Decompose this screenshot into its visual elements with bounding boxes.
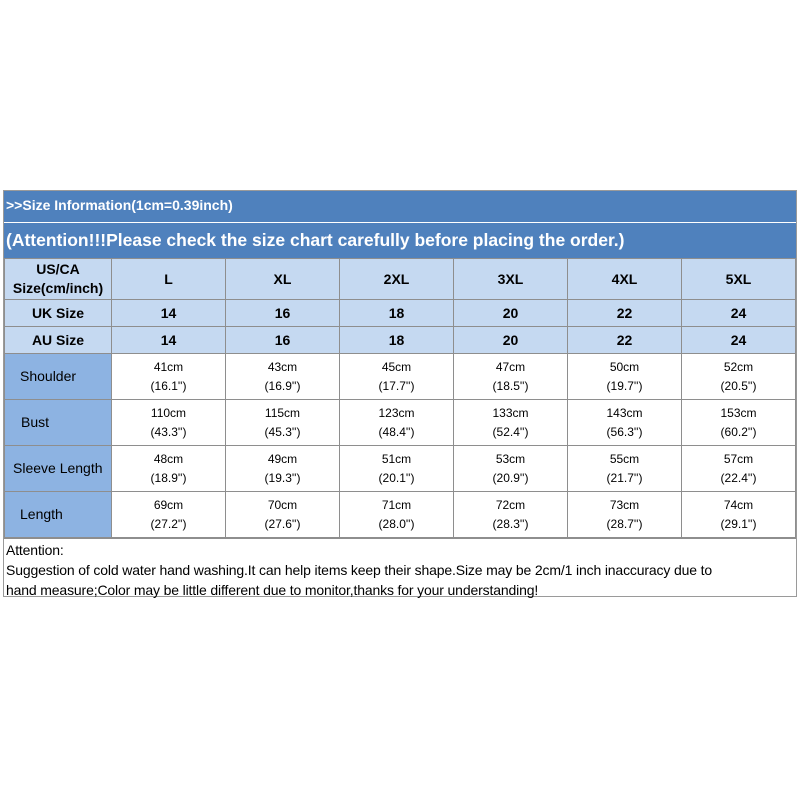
inch-value: (19.7'') bbox=[606, 378, 643, 393]
cm-value: 57cm bbox=[723, 451, 754, 466]
cm-value: 45cm bbox=[381, 359, 412, 374]
au-size-cell: 20 bbox=[454, 327, 568, 354]
cm-value: 53cm bbox=[495, 451, 526, 466]
attention-banner: (Attention!!!Please check the size chart carefully before placing the order.) bbox=[4, 223, 796, 258]
cm-value: 74cm bbox=[723, 497, 754, 512]
cm-value: 50cm bbox=[609, 359, 640, 374]
inch-value: (27.6'') bbox=[264, 516, 301, 531]
cm-value: 55cm bbox=[609, 451, 640, 466]
cm-value: 49cm bbox=[267, 451, 298, 466]
cm-value: 123cm bbox=[378, 405, 415, 420]
cm-value: 143cm bbox=[606, 405, 643, 420]
measure-cell bbox=[340, 354, 454, 400]
au-size-cell: 16 bbox=[226, 327, 340, 354]
measure-cell bbox=[112, 492, 226, 538]
unit-label: Size(cm/inch) bbox=[12, 280, 104, 296]
uk-size-cell: 24 bbox=[682, 300, 796, 327]
measure-cell bbox=[454, 492, 568, 538]
measure-cell bbox=[454, 446, 568, 492]
inch-value: (21.7'') bbox=[606, 470, 643, 485]
attention-notes bbox=[4, 538, 796, 596]
size-cell: 5XL bbox=[682, 259, 796, 300]
inch-value: (28.0'') bbox=[378, 516, 415, 531]
measure-cell bbox=[682, 400, 796, 446]
cm-value: 133cm bbox=[492, 405, 529, 420]
inch-value: (45.3'') bbox=[264, 424, 301, 439]
inch-value: (20.9'') bbox=[492, 470, 529, 485]
measure-cell bbox=[682, 354, 796, 400]
measure-cell bbox=[454, 400, 568, 446]
notes-heading: Attention: bbox=[6, 542, 64, 558]
measure-cell bbox=[568, 400, 682, 446]
au-size-cell: 24 bbox=[682, 327, 796, 354]
size-chart bbox=[3, 190, 797, 597]
uk-size-cell: 14 bbox=[112, 300, 226, 327]
inch-value: (22.4'') bbox=[720, 470, 757, 485]
measure-cell bbox=[112, 446, 226, 492]
inch-value: (18.5'') bbox=[492, 378, 529, 393]
uk-size-cell: 22 bbox=[568, 300, 682, 327]
cm-value: 69cm bbox=[153, 497, 184, 512]
uk-size-label: UK Size bbox=[5, 300, 112, 327]
cm-value: 72cm bbox=[495, 497, 526, 512]
au-size-cell: 14 bbox=[112, 327, 226, 354]
cm-value: 47cm bbox=[495, 359, 526, 374]
au-size-label: AU Size bbox=[5, 327, 112, 354]
sleeve-length-row bbox=[5, 446, 796, 492]
notes-line: hand measure;Color may be little different due to monitor,thanks for your understanding! bbox=[6, 582, 539, 598]
measure-cell bbox=[568, 446, 682, 492]
inch-value: (48.4'') bbox=[378, 424, 415, 439]
inch-value: (16.9'') bbox=[264, 378, 301, 393]
inch-value: (20.5'') bbox=[720, 378, 757, 393]
cm-value: 41cm bbox=[153, 359, 184, 374]
uk-size-cell: 20 bbox=[454, 300, 568, 327]
measure-cell bbox=[226, 446, 340, 492]
uk-size-row bbox=[5, 300, 796, 327]
inch-value: (28.3'') bbox=[492, 516, 529, 531]
region-label: US/CA bbox=[36, 261, 80, 277]
au-size-cell: 22 bbox=[568, 327, 682, 354]
cm-value: 71cm bbox=[381, 497, 412, 512]
cm-value: 110cm bbox=[150, 405, 187, 420]
inch-value: (60.2'') bbox=[720, 424, 757, 439]
inch-value: (28.7'') bbox=[606, 516, 643, 531]
inch-value: (20.1'') bbox=[378, 470, 415, 485]
cm-value: 52cm bbox=[723, 359, 754, 374]
cm-value: 51cm bbox=[381, 451, 412, 466]
measure-cell bbox=[226, 354, 340, 400]
measure-cell bbox=[226, 492, 340, 538]
inch-value: (19.3'') bbox=[264, 470, 301, 485]
measure-cell bbox=[340, 492, 454, 538]
bust-label: Bust bbox=[5, 400, 112, 446]
uk-size-cell: 16 bbox=[226, 300, 340, 327]
shoulder-label: Shoulder bbox=[5, 354, 112, 400]
inch-value: (18.9'') bbox=[150, 470, 187, 485]
sleeve-length-label: Sleeve Length bbox=[5, 446, 112, 492]
cm-value: 153cm bbox=[720, 405, 757, 420]
measure-cell bbox=[682, 446, 796, 492]
size-cell: L bbox=[112, 259, 226, 300]
measure-cell bbox=[568, 492, 682, 538]
cm-value: 48cm bbox=[153, 451, 184, 466]
length-row bbox=[5, 492, 796, 538]
cm-value: 73cm bbox=[609, 497, 640, 512]
measure-cell bbox=[682, 492, 796, 538]
measure-cell bbox=[454, 354, 568, 400]
measure-cell bbox=[340, 446, 454, 492]
inch-value: (56.3'') bbox=[606, 424, 643, 439]
size-table bbox=[4, 258, 796, 538]
size-cell: 2XL bbox=[340, 259, 454, 300]
inch-value: (27.2'') bbox=[150, 516, 187, 531]
measure-cell bbox=[226, 400, 340, 446]
size-info-banner: >>Size Information(1cm=0.39inch) bbox=[4, 191, 796, 223]
measure-cell bbox=[112, 354, 226, 400]
size-cell: 3XL bbox=[454, 259, 568, 300]
inch-value: (29.1'') bbox=[720, 516, 757, 531]
measure-cell bbox=[112, 400, 226, 446]
inch-value: (43.3'') bbox=[150, 424, 187, 439]
cm-value: 115cm bbox=[264, 405, 301, 420]
size-cell: 4XL bbox=[568, 259, 682, 300]
au-size-cell: 18 bbox=[340, 327, 454, 354]
measure-cell bbox=[340, 400, 454, 446]
measure-cell bbox=[568, 354, 682, 400]
cm-value: 70cm bbox=[267, 497, 298, 512]
size-cell: XL bbox=[226, 259, 340, 300]
shoulder-row bbox=[5, 354, 796, 400]
uk-size-cell: 18 bbox=[340, 300, 454, 327]
region-label-cell bbox=[5, 259, 112, 300]
size-header-row bbox=[5, 259, 796, 300]
inch-value: (52.4'') bbox=[492, 424, 529, 439]
inch-value: (17.7'') bbox=[378, 378, 415, 393]
length-label: Length bbox=[5, 492, 112, 538]
bust-row bbox=[5, 400, 796, 446]
inch-value: (16.1'') bbox=[150, 378, 187, 393]
notes-line: Suggestion of cold water hand washing.It can help items keep their shape.Size may be 2cm/1 inch inaccuracy due to bbox=[6, 562, 713, 578]
cm-value: 43cm bbox=[267, 359, 298, 374]
au-size-row bbox=[5, 327, 796, 354]
